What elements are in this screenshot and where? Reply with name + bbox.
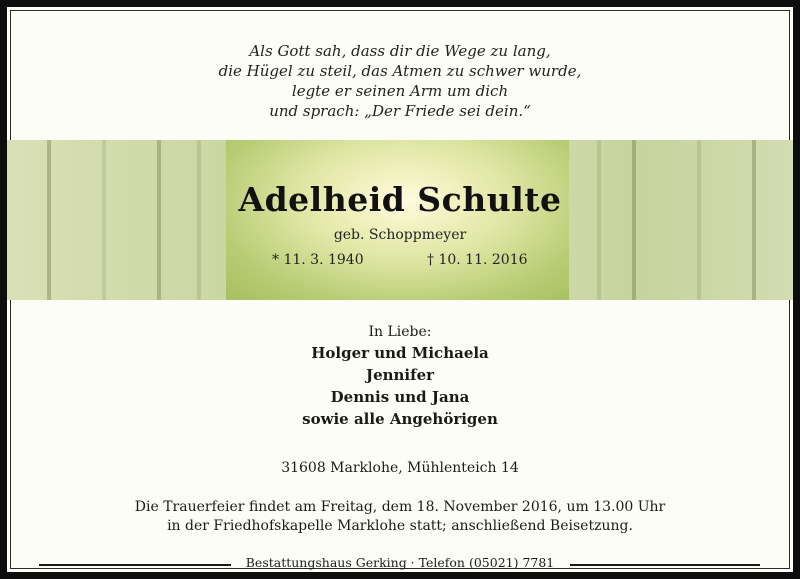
forest-image-band [7, 140, 793, 300]
poem-line: Als Gott sah, dass dir die Wege zu lang, [249, 42, 551, 60]
footer-rule-left [39, 564, 231, 566]
tree-trunk [157, 140, 161, 300]
poem [7, 41, 793, 121]
birth-date: * 11. 3. 1940 [272, 252, 364, 268]
mourner-name: Holger und Michaela [311, 344, 489, 362]
funeral-line: Die Trauerfeier findet am Freitag, dem 18. November 2016, um 13.00 Uhr [134, 499, 666, 515]
tree-trunk [697, 140, 701, 300]
tree-trunk [197, 140, 201, 300]
sunlit-forest-path [226, 140, 569, 300]
tree-trunk [102, 140, 106, 300]
mourners [7, 322, 793, 430]
mourner-name: Dennis und Jana [330, 388, 470, 406]
poem-line: legte er seinen Arm um dich [291, 82, 509, 100]
address: 31608 Marklohe, Mühlenteich 14 [281, 460, 519, 476]
tree-trunk [632, 140, 636, 300]
mourner-name: Jennifer [365, 366, 435, 384]
deceased-name: Adelheid Schulte [238, 180, 562, 219]
funeral-line: in der Friedhofskapelle Marklohe statt; anschließend Beisetzung. [167, 518, 633, 534]
poem-line: die Hügel zu steil, das Atmen zu schwer wurde, [218, 62, 582, 80]
tree-trunk [752, 140, 756, 300]
tree-trunk [597, 140, 601, 300]
death-date: † 10. 11. 2016 [427, 252, 528, 268]
footer-text: Bestattungshaus Gerking · Telefon (05021) 7781 [245, 555, 555, 570]
footer-rule-right [570, 564, 760, 566]
maiden-name: geb. Schoppmeyer [333, 227, 467, 243]
mourner-name: sowie alle Angehörigen [302, 410, 498, 428]
mourners-lead: In Liebe: [368, 324, 432, 340]
footer [7, 555, 793, 570]
poem-line: und sprach: „Der Friede sei dein.“ [269, 102, 531, 120]
funeral-info [7, 498, 793, 536]
tree-trunk [47, 140, 51, 300]
